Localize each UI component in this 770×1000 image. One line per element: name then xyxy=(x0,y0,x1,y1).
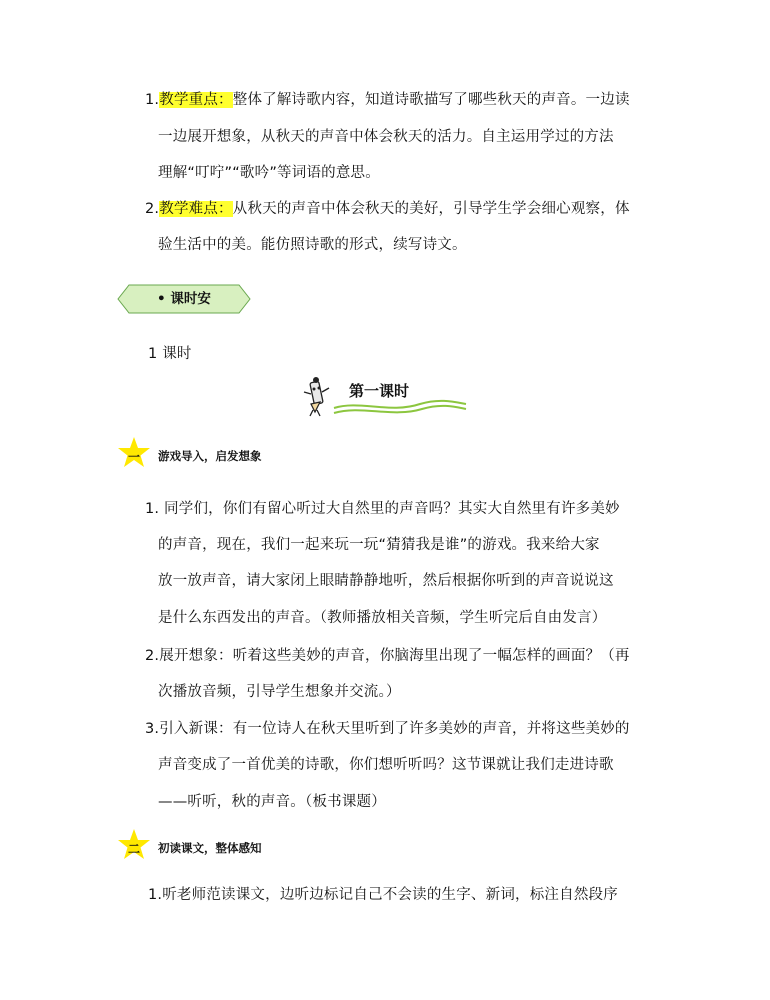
focus-label-2: 教学难点： xyxy=(159,201,233,217)
section1-item1-line1: 1. 同学们，你们有留心听过大自然里的声音吗？其实大自然里有许多美妙 xyxy=(145,501,620,517)
focus-text-2a: 从秋天的声音中体会秋天的美好，引导学生学会细心观察，体 xyxy=(232,201,630,217)
lesson-title: 第一课时 xyxy=(349,382,410,400)
focus-line-1 xyxy=(145,90,630,110)
section1-item1-line4: 是什么东西发出的声音。（教师播放相关音频，学生听完后自由发言） xyxy=(158,610,607,626)
focus-line-2 xyxy=(145,199,630,219)
focus-text-1c: 理解“叮咛”“歌吟”等词语的意思。 xyxy=(158,165,380,181)
section1-number: 一 xyxy=(127,450,140,464)
pencil-mascot-icon xyxy=(304,377,329,416)
section2-title: 初读课文，整体感知 xyxy=(158,841,262,855)
focus-text-2b: 验生活中的美。能仿照诗歌的形式，续写诗文。 xyxy=(158,237,467,253)
section1-item2-line2: 次播放音频，引导学生想象并交流。） xyxy=(158,684,401,700)
section1-item2-line1: 2.展开想象：听着这些美妙的声音，你脑海里出现了一幅怎样的画面？（再 xyxy=(145,648,630,664)
focus-label-1: 教学重点： xyxy=(159,92,233,108)
section1-item3-line2: 声音变成了一首优美的诗歌，你们想听听吗？这节课就让我们走进诗歌 xyxy=(158,757,614,773)
section1-item1-line3: 放一放声音，请大家闭上眼睛静静地听，然后根据你听到的声音说说这 xyxy=(158,573,614,589)
section1-title: 游戏导入，启发想象 xyxy=(158,449,262,463)
focus-num-1: 1. xyxy=(145,92,160,108)
focus-text-1a: 整体了解诗歌内容，知道诗歌描写了哪些秋天的声音。一边读 xyxy=(232,92,630,108)
focus-num-2: 2. xyxy=(145,201,160,217)
section1-item1-line2: 的声音，现在，我们一起来玩一玩“猜猜我是谁”的游戏。我来给大家 xyxy=(158,537,600,553)
schedule-text: 1 课时 xyxy=(148,346,192,362)
section2-number: 二 xyxy=(127,842,140,856)
section1-item3-line1: 3.引入新课：有一位诗人在秋天里听到了许多美妙的声音，并将这些美妙的 xyxy=(145,721,630,737)
schedule-tag-label: • 课时安 xyxy=(157,291,211,307)
focus-text-1b: 一边展开想象，从秋天的声音中体会秋天的活力。自主运用学过的方法 xyxy=(158,129,614,145)
section2-line1: 1.听老师范读课文，边听边标记自己不会读的生字、新词，标注自然段序 xyxy=(148,887,618,903)
section1-item3-line3: ——听听，秋的声音。（板书课题） xyxy=(158,794,386,810)
